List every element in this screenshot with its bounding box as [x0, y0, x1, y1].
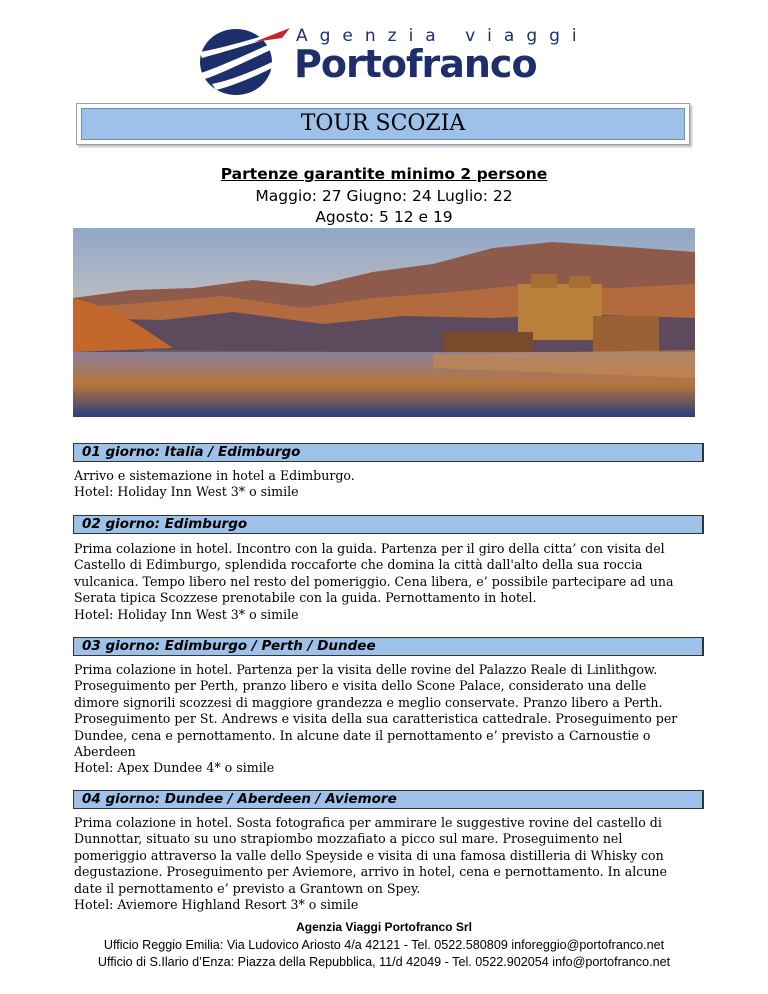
day-3-header: 03 giorno: Edimburgo / Perth / Dundee: [73, 637, 704, 656]
day-4-line: Hotel: Aviemore Highland Resort 3* o simile: [74, 897, 359, 913]
day-2-description: [74, 541, 704, 623]
day-4-header: 04 giorno: Dundee / Aberdeen / Aviemore: [73, 790, 704, 809]
day-2-header: 02 giorno: Edimburgo: [73, 515, 704, 534]
footer-company-name: Agenzia Viaggi Portofranco Srl: [296, 920, 472, 934]
day-3-description: [74, 662, 704, 777]
departures-dates-line1: Maggio: 27 Giugno: 24 Luglio: 22: [255, 187, 513, 205]
day-3-line: Hotel: Apex Dundee 4* o simile: [74, 760, 275, 776]
title-banner: [76, 103, 690, 145]
day-4-line: date il pernottamento e’ previsto a Grantown on Spey.: [74, 880, 421, 896]
logo-subtitle: Agenzia viaggi: [296, 26, 589, 46]
departures-dates-line2: Agosto: 5 12 e 19: [315, 208, 453, 226]
day-1-description: [74, 468, 704, 501]
day-1-line: Hotel: Holiday Inn West 3* o simile: [74, 484, 299, 500]
day-3-line: Prima colazione in hotel. Partenza per la visita delle rovine del Palazzo Reale di Linlithgow.: [74, 662, 658, 677]
day-4-line: pomeriggio attraverso la valle dello Speyside e visita di una famosa distilleria di Whisky con: [74, 847, 664, 863]
day-2-line: Serata tipica Scozzese prenotabile con la guida. Pernottamento in hotel.: [74, 590, 537, 606]
day-2-line: vulcanica. Tempo libero nel resto del pomeriggio. Cena libera, e’ possibile partecipare ad una: [74, 573, 674, 589]
day-1-header: 01 giorno: Italia / Edimburgo: [73, 443, 704, 462]
day-4-line: degustazione. Proseguimento per Aviemore, arrivo in hotel, cena e pernottamento. In alcune: [74, 864, 667, 880]
day-3-line: Proseguimento per St. Andrews e visita della sua caratteristica cattedrale. Proseguimento per: [74, 711, 678, 727]
day-1-line: Arrivo e sistemazione in hotel a Edimburgo.: [74, 468, 355, 483]
footer-office-sant-ilario: Ufficio di S.Ilario d’Enza: Piazza della Repubblica, 11/d 42049 - Tel. 0522.902054 info@portofranco.net: [97, 955, 671, 969]
day-4-line: Prima colazione in hotel. Sosta fotografica per ammirare le suggestive rovine del castello di: [74, 815, 662, 830]
departures-heading: Partenze garantite minimo 2 persone: [220, 165, 548, 183]
page-title: TOUR SCOZIA: [81, 108, 685, 140]
day-4-line: Dunnottar, situato su uno strapiombo mozzafiato a picco sul mare. Proseguimento nel: [74, 831, 623, 847]
day-3-line: Dundee, cena e pernottamento. In alcune date il pernottamento e’ previsto a Carnoustie o: [74, 727, 651, 743]
footer-office-reggio: Ufficio Reggio Emilia: Via Ludovico Ariosto 4/a 42121 - Tel. 0522.580809 inforeggio@portofranco.net: [103, 938, 665, 952]
agency-logo: [192, 22, 589, 98]
day-3-line: dimore signorili scozzesi di maggiore grandezza e meglio conservate. Pranzo libero a Perth.: [74, 694, 663, 710]
plane-globe-icon: [192, 22, 292, 98]
day-2-line: Prima colazione in hotel. Incontro con la guida. Partenza per il giro della citta’ con visita del: [74, 541, 665, 556]
day-4-description: [74, 815, 704, 913]
logo-wordmark: Portofranco: [294, 42, 537, 86]
day-2-line: Hotel: Holiday Inn West 3* o simile: [74, 606, 299, 622]
day-3-line: Aberdeen: [74, 744, 136, 760]
day-3-line: Proseguimento per Perth, pranzo libero e visita dello Scone Palace, considerato una delle: [74, 678, 647, 694]
castle-photo: [73, 228, 695, 417]
day-2-line: Castello di Edimburgo, splendida roccaforte che domina la città dall'alto della sua roccia: [74, 557, 643, 573]
